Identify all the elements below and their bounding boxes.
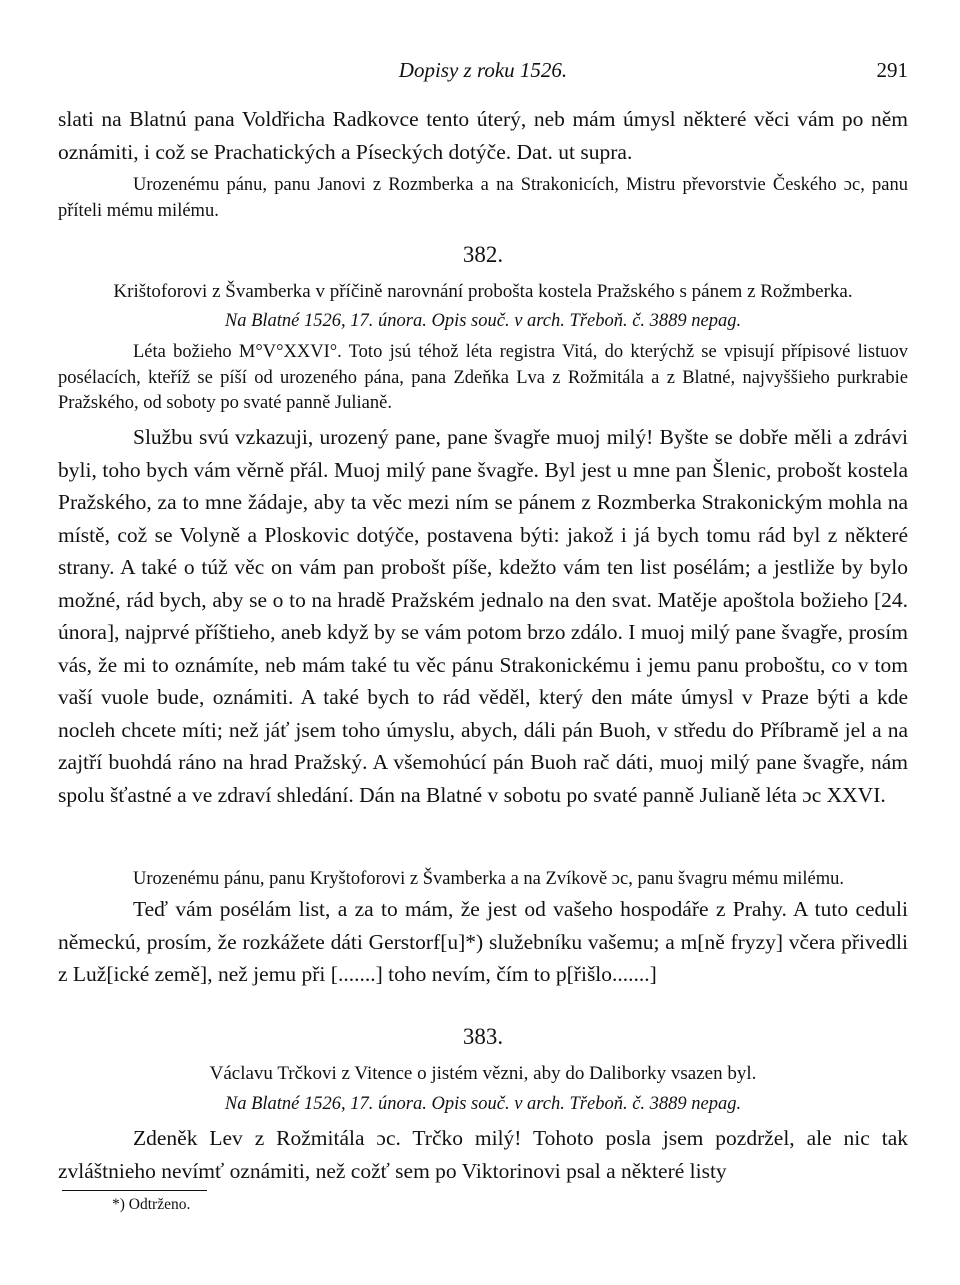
continuation-paragraph: slati na Blatnú pana Voldřicha Radkovce tento úterý, neb mám úmysl některé věci vám po něm oznámiti, i což se Prachatických a Píseckých dotýče. Dat. ut supra. [58, 107, 908, 164]
footnote-divider [62, 1190, 207, 1191]
letter-382-title: Krištoforovi z Švamberka v příčině narovnání probošta kostela Pražského s pánem z Rožmberka. [113, 281, 853, 302]
page-header [58, 58, 908, 86]
letter-383-number: 383. [462, 1024, 504, 1049]
running-title: Dopisy z roku 1526. [398, 58, 568, 82]
continuation-address: Urozenému pánu, panu Janovi z Rozmberka a na Strakonicích, Mistru převorstvie Českého ɔc, panu příteli mému milému. [58, 175, 908, 221]
letter-382-number: 382. [462, 242, 504, 267]
letter-382-address: Urozenému pánu, panu Kryštoforovi z Švamberka a na Zvíkově ɔc, panu švagru mému milému. [133, 869, 845, 889]
letter-382-body: Službu svú vzkazuji, urozený pane, pane švagře muoj milý! Byšte se dobře měli a zdrávi byli, toho bych vám věrně přál. Muoj milý pane švagře. Byl jest u mne pan Šlenic, probošt kostela Pražského, za to mne žádaje, aby ta věc mezi ním se pánem z Rozmberka Strakonickým mohla na místě, což se Volyně a Ploskovic dotýče, postavena býti: jakož i já bych tomu rád byl z některé strany. A také o túž věc on vám pan probošt píše, kdežto vám ten list posélám; a jestliže by bylo možné, rád bych, aby se o to na hradě Pražském jednalo na den svat. Matěje apoštola božieho [24. února], najprvé příštieho, aneb když by se vám potom brzo zdálo. I muoj milý pane švagře, prosím vás, že mi to oznámíte, neb mám také tu věc pánu Strakonickému i jemu panu proboštu, co v tom vaší vuole bude, oznámiti. A také bych to rád věděl, který den máte úmysl v Praze býti a kde nocleh chcete míti; než jáť jsem toho úmyslu, abych, dáli pán Buoh, v středu do Příbramě jel a na zajtří buohdá ráno na hrad Pražský. A všemohúcí pán Buoh rač dáti, muoj milý pane švagře, nám spolu šťastné a ve zdraví shledání. Dán na Blatné v sobotu po svaté panně Julianě léta ɔc XXVI. [58, 425, 908, 807]
letter-383-source: Na Blatné 1526, 17. února. Opis souč. v arch. Třeboň. č. 3889 nepag. [224, 1094, 742, 1114]
footnote: *) Odtrženo. [112, 1196, 191, 1213]
letter-382-registry-note: Léta božieho M°V°XXVI°. Toto jsú téhož léta registra Vitá, do kterýchž se vpisují přípisové listuov posélacích, kteříž se píší od urozeného pána, pana Zdeňka Lva z Rožmitála a z Blatné, najvyššieho purkrabie Pražského, od soboty po svaté panně Julianě. [58, 342, 908, 413]
letter-383-title: Václavu Trčkovi z Vitence o jistém vězni, aby do Daliborky vsazen byl. [209, 1063, 757, 1084]
letter-383-body: Zdeněk Lev z Rožmitála ɔc. Trčko milý! Tohoto posla jsem pozdržel, ale nic tak zvláštnieho nevímť oznámiti, než cožť sem po Viktorinovi psal a některé listy [58, 1126, 908, 1183]
letter-382-source: Na Blatné 1526, 17. února. Opis souč. v arch. Třeboň. č. 3889 nepag. [224, 311, 742, 331]
letter-382-postscript: Teď vám posélám list, a za to mám, že jest od vašeho hospodáře z Prahy. A tuto ceduli německú, prosím, že rozkážete dáti Gerstorf[u]*) služebníku vašemu; a m[ně fryzy] včera přivedli z Luž[ické země], než jemu při [.......] toho nevím, čím to p[řišlo.......] [58, 897, 908, 986]
page-number: 291 [876, 58, 908, 82]
